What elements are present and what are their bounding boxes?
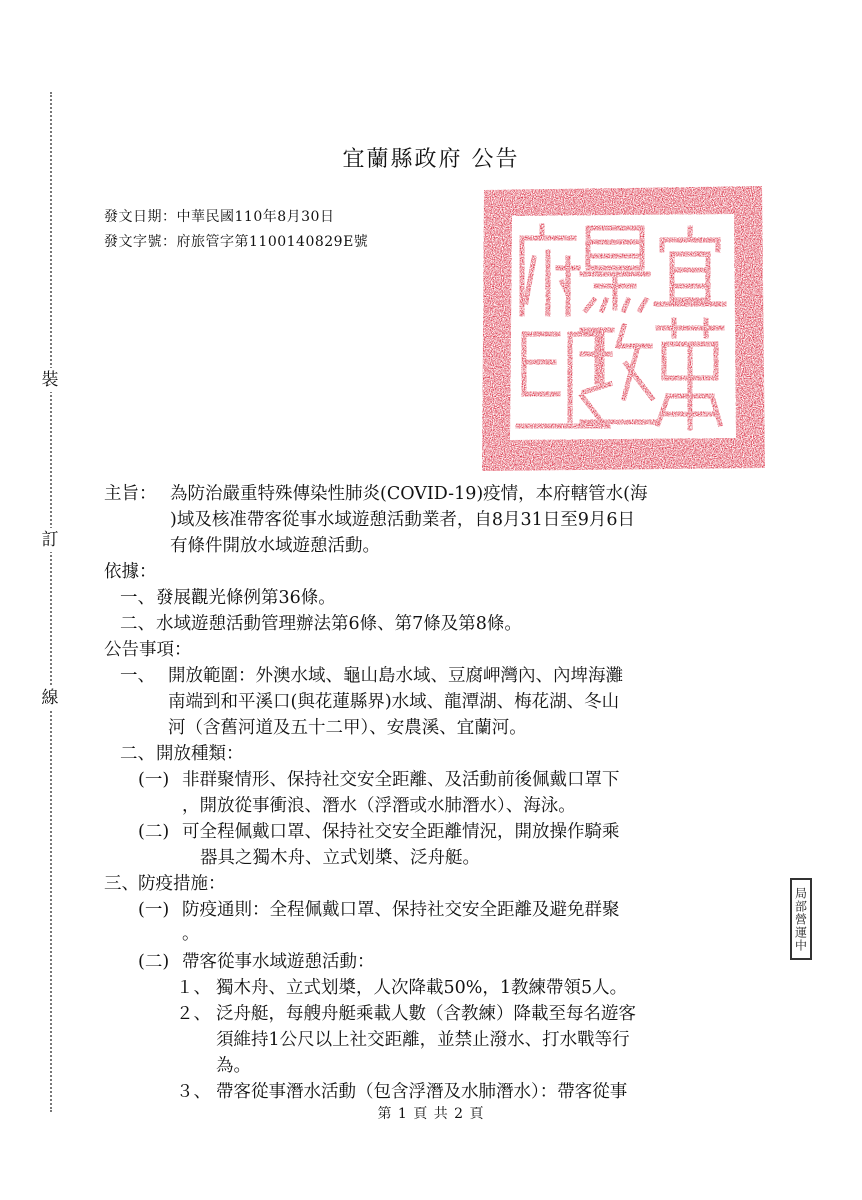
number-marker: １、 — [176, 978, 211, 998]
notice-item-label: 防疫措施： — [138, 874, 226, 894]
notice-item-1-line-1 — [104, 663, 764, 689]
notice-item-marker: 三、 — [104, 874, 139, 894]
binding-dotted-line — [50, 92, 52, 1112]
number-item-text: 獨木舟、立式划槳，人次降載50%，1教練帶領5人。 — [216, 978, 628, 998]
sub-item-text: 可全程佩戴口罩、保持社交安全距離情況，開放操作騎乘 — [182, 822, 620, 842]
notice-item-label: 開放種類： — [156, 744, 244, 764]
notice-body — [104, 481, 764, 1105]
notice-item-1-line-2: 南端到和平溪口(與花蓮縣界)水域、龍潭湖、梅花湖、冬山 — [168, 692, 620, 712]
open-type-1-line-1 — [104, 767, 764, 793]
binding-char-ding: 訂 — [38, 528, 62, 552]
open-type-1-line-2: ，開放從事衝浪、潛水（浮潛或水肺潛水）、海泳。 — [182, 796, 576, 816]
number-item-text: 泛舟艇，每艘舟艇乘載人數（含教練）降載至每名遊客 — [216, 1004, 636, 1024]
binding-char-zhuang: 裝 — [38, 368, 62, 392]
basis-item-marker: 二、 — [120, 614, 155, 634]
subject-text: 為防治嚴重特殊傳染性肺炎(COVID-19)疫情，本府轄管水(海 — [170, 484, 648, 504]
sub-item-marker: (一) — [138, 900, 170, 920]
document-number: 發文字號：府旅管字第1100140829E號 — [104, 234, 369, 250]
subject-section — [104, 481, 764, 559]
subject-line-2: )域及核准帶客從事水域遊憩活動業者，自8月31日至9月6日 — [170, 510, 635, 530]
basis-item-2 — [104, 611, 764, 637]
basis-label: 依據： — [104, 562, 157, 582]
measure-2-item-1 — [104, 975, 764, 1001]
notice-item-text: 開放範圍：外澳水域、龜山島水域、豆腐岬灣內、內埤海灘 — [168, 666, 623, 686]
basis-item-text: 發展觀光條例第36條。 — [156, 588, 336, 608]
subject-label: 主旨： — [104, 484, 157, 504]
binding-char-xian: 線 — [38, 686, 62, 710]
page-number: 第 1 頁 共 2 頁 — [377, 1106, 485, 1122]
sub-item-marker: (一) — [138, 770, 170, 790]
subject-line-1 — [104, 481, 764, 507]
basis-item-text: 水域遊憩活動管理辦法第6條、第7條及第8條。 — [156, 614, 522, 634]
page-title: 宜蘭縣政府 公告 — [342, 147, 520, 172]
sub-item-label: 帶客從事水域遊憩活動： — [182, 952, 375, 972]
sub-item-text: 非群聚情形、保持社交安全距離、及活動前後佩戴口罩下 — [182, 770, 620, 790]
measure-1-line-2: 。 — [182, 924, 200, 944]
measure-1-line-1 — [104, 897, 764, 923]
notice-section — [104, 637, 764, 1105]
number-marker: ２、 — [176, 1004, 211, 1024]
notice-item-3 — [104, 871, 764, 897]
measure-2-item-2-line-3: 為。 — [216, 1056, 251, 1076]
side-stamp — [790, 878, 812, 960]
side-stamp-text: 局部營運中 — [793, 886, 808, 952]
basis-item-1 — [104, 585, 764, 611]
notice-item-marker: 二、 — [120, 744, 155, 764]
sub-item-marker: (二) — [138, 952, 170, 972]
notice-item-2 — [104, 741, 764, 767]
open-type-2-line-1 — [104, 819, 764, 845]
open-type-2-line-2: 器具之獨木舟、立式划槳、泛舟艇。 — [200, 848, 480, 868]
measure-2 — [104, 949, 764, 975]
notice-item-1-line-3: 河（含舊河道及五十二甲）、安農溪、宜蘭河。 — [168, 718, 527, 738]
measure-2-item-3 — [104, 1079, 764, 1105]
basis-section — [104, 559, 764, 637]
issue-date: 發文日期：中華民國110年8月30日 — [104, 209, 335, 225]
number-item-text: 帶客從事潛水活動（包含浮潛及水肺潛水）：帶客從事 — [216, 1082, 628, 1102]
number-marker: ３、 — [176, 1082, 211, 1102]
sub-item-text: 防疫通則：全程佩戴口罩、保持社交安全距離及避免群聚 — [182, 900, 620, 920]
subject-line-3: 有條件開放水域遊憩活動。 — [170, 536, 380, 556]
sub-item-marker: (二) — [138, 822, 170, 842]
measure-2-item-2-line-2: 須維持1公尺以上社交距離，並禁止潑水、打水戰等行 — [216, 1030, 630, 1050]
official-seal — [478, 182, 768, 474]
notice-label: 公告事項： — [104, 640, 192, 660]
notice-item-marker: 一、 — [120, 666, 155, 686]
measure-2-item-2-line-1 — [104, 1001, 764, 1027]
basis-item-marker: 一、 — [120, 588, 155, 608]
